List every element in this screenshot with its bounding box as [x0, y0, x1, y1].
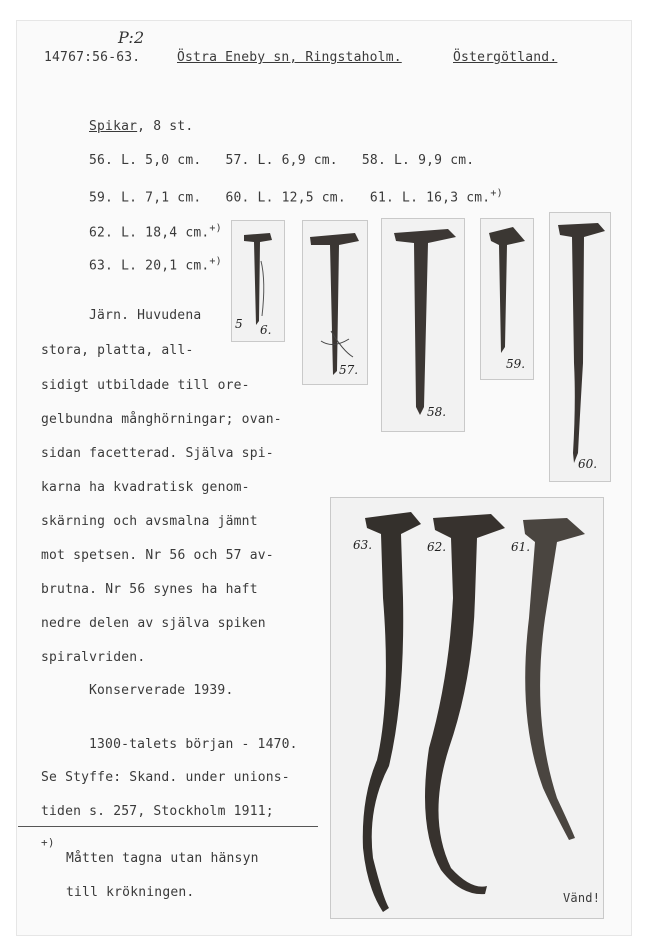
- measure-line-2: [89, 188, 503, 205]
- nail-58-image: [382, 219, 464, 431]
- photo-nail-60: [549, 212, 611, 482]
- photo-nail-59: [480, 218, 534, 380]
- find-location: Östra Eneby sn, Ringstaholm.: [177, 50, 402, 65]
- measure-line-3-text: 62. L. 18,4 cm.: [89, 225, 210, 241]
- nail-57-image: [303, 221, 367, 384]
- description-line: gelbundna månghörningar; ovan-: [41, 412, 282, 427]
- footnote-ref-61: +): [490, 188, 503, 199]
- label-60: 60.: [578, 457, 598, 471]
- conservation-note: Konserverade 1939.: [89, 683, 234, 698]
- measure-line-1: 56. L. 5,0 cm. 57. L. 6,9 cm. 58. L. 9,9 cm.: [89, 153, 475, 168]
- nail-59-image: [481, 219, 533, 379]
- description-line: skärning och avsmalna jämnt: [41, 514, 258, 529]
- measure-line-2-text: 59. L. 7,1 cm. 60. L. 12,5 cm. 61. L. 16,3 cm.: [89, 190, 491, 206]
- description-line: sidigt utbildade till ore-: [41, 378, 250, 393]
- footnote-ref-62: +): [209, 223, 222, 234]
- description-line: nedre delen av själva spiken: [41, 616, 266, 631]
- item-heading: [89, 119, 193, 134]
- footnote-line: till krökningen.: [66, 885, 195, 900]
- measure-line-4: [89, 256, 222, 273]
- label-57: 57.: [339, 363, 359, 377]
- footnote-line: Måtten tagna utan hänsyn: [66, 851, 259, 866]
- description-line: sidan facetterad. Själva spi-: [41, 446, 274, 461]
- nails-61-63-image: [331, 498, 603, 918]
- footnote-ref-63: +): [209, 256, 222, 267]
- catalog-number: 14767:56-63.: [44, 50, 141, 65]
- description-line: mot spetsen. Nr 56 och 57 av-: [41, 548, 274, 563]
- label-56: 5: [235, 317, 243, 331]
- item-count: , 8 st.: [137, 119, 194, 134]
- label-61: 61.: [511, 540, 531, 554]
- measure-line-4-text: 63. L. 20,1 cm.: [89, 258, 210, 274]
- turn-page-note: Vänd!: [563, 891, 601, 905]
- footnote-marker: +): [41, 836, 55, 849]
- find-region: Östergötland.: [453, 50, 558, 65]
- label-59: 59.: [506, 357, 526, 371]
- label-58: 58.: [427, 405, 447, 419]
- nail-60-image: [550, 213, 610, 481]
- description-line: Järn. Huvudena: [89, 308, 202, 323]
- photo-nail-57: [302, 220, 368, 385]
- footnote-rule: [18, 826, 318, 827]
- description-line: karna ha kvadratisk genom-: [41, 480, 250, 495]
- label-63: 63.: [353, 538, 373, 552]
- page-marker: P:2: [118, 28, 145, 47]
- label-56b: 6.: [260, 323, 272, 337]
- dating-note: 1300-talets början - 1470.: [89, 737, 298, 752]
- description-line: brutna. Nr 56 synes ha haft: [41, 582, 258, 597]
- label-62: 62.: [427, 540, 447, 554]
- item-title: Spikar: [89, 119, 138, 134]
- description-line: spiralvriden.: [41, 650, 146, 665]
- photo-nail-56: [231, 220, 285, 342]
- photo-nail-58: [381, 218, 465, 432]
- photo-nails-61-63: [330, 497, 604, 919]
- measure-line-3: [89, 223, 222, 240]
- reference-line: Se Styffe: Skand. under unions-: [41, 770, 290, 785]
- reference-line: tiden s. 257, Stockholm 1911;: [41, 804, 274, 819]
- description-line: stora, platta, all-: [41, 343, 194, 358]
